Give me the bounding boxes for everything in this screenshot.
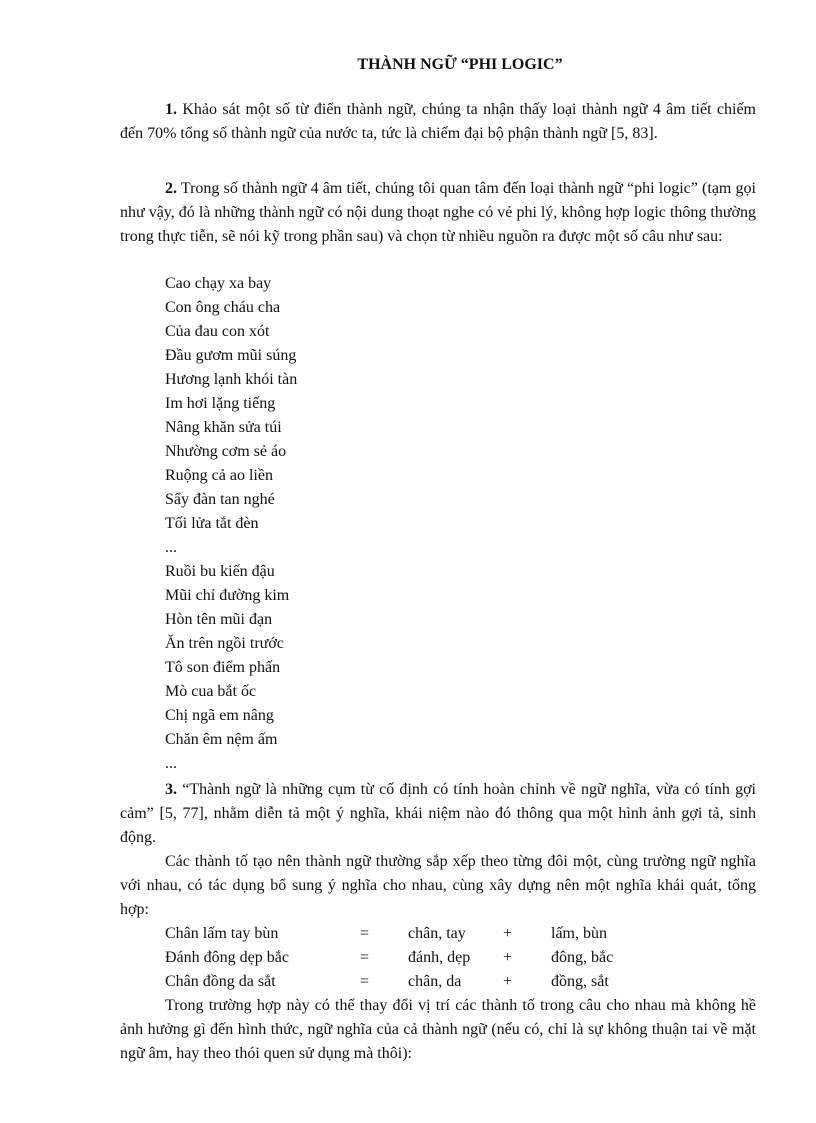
idiom-item: Nâng khăn sửa túi <box>165 419 282 436</box>
equals-sign: = <box>360 973 370 990</box>
idiom-item: Im hơi lặng tiếng <box>165 395 276 412</box>
plus-sign: + <box>503 973 513 990</box>
equation-part-a: đánh, dẹp <box>408 949 471 966</box>
equation-part-b: đông, bắc <box>551 949 614 966</box>
idiom-item: Nhường cơm sẻ áo <box>165 443 287 460</box>
equation-part-b: lấm, bùn <box>551 925 607 942</box>
idiom-item: Đầu gươm mũi súng <box>165 347 297 364</box>
idiom-item: Của đau con xót <box>165 323 270 340</box>
paragraph-2 <box>120 177 756 249</box>
section-number-3: 3. <box>165 781 177 798</box>
paragraph-5: Trong trường hợp này có thể thay đổi vị trí các thành tố trong câu cho nhau mà không hề ảnh hưởng gì đến hình thức, ngữ nghĩa của cả thành ngữ (nếu có, chỉ là sự không thuận tai về mặt ngữ âm, hay theo thói quen sử dụng mà thôi): <box>120 997 756 1062</box>
paragraph-1-text: Khảo sát một số từ điển thành ngữ, chúng ta nhận thấy loại thành ngữ 4 âm tiết chiếm đến 70% tổng số thành ngữ của nước ta, tức là chiếm đại bộ phận thành ngữ [5, 83]. <box>120 101 756 142</box>
idiom-item: Mũi chỉ đường kim <box>165 587 290 604</box>
idiom-item: Tô son điểm phấn <box>165 659 281 676</box>
equation-row <box>165 922 765 946</box>
idiom-equation-table <box>165 922 765 994</box>
equals-sign: = <box>360 949 370 966</box>
idiom-item: Ruộng cả ao liền <box>165 467 273 484</box>
equation-part-b: đồng, sắt <box>551 973 609 990</box>
ellipsis: ... <box>165 755 177 772</box>
paragraph-2-text: Trong số thành ngữ 4 âm tiết, chúng tôi quan tâm đến loại thành ngữ “phi logic” (tạm gọi như vậy, đó là những thành ngữ có nội dung thoạt nghe có vẻ phi lý, không hợp logic thông thường trong thực tiễn, sẽ nói kỹ trong phần sau) và chọn từ nhiều nguồn ra được một số câu như sau: <box>120 180 756 245</box>
plus-sign: + <box>503 925 513 942</box>
paragraph-4: Các thành tố tạo nên thành ngữ thường sắp xếp theo từng đôi một, cùng trường ngữ nghĩa với nhau, có tác dụng bổ sung ý nghĩa cho nhau, cùng xây dựng nên một nghĩa khái quát, tổng hợp: <box>120 853 756 918</box>
equation-idiom: Chân lấm tay bùn <box>165 925 279 942</box>
idiom-item: Cao chạy xa bay <box>165 275 272 292</box>
equation-idiom: Chân đồng da sắt <box>165 973 276 990</box>
idiom-item: Hương lạnh khói tàn <box>165 371 298 388</box>
idiom-list <box>165 272 297 776</box>
equation-idiom: Đánh đông dẹp bắc <box>165 949 289 966</box>
section-number-2: 2. <box>165 180 177 197</box>
idiom-item: Tối lửa tắt đèn <box>165 515 259 532</box>
equation-row <box>165 970 765 994</box>
idiom-item: Hòn tên mũi đạn <box>165 611 273 628</box>
idiom-item: Ăn trên ngồi trước <box>165 635 284 652</box>
page-title: THÀNH NGỮ “PHI LOGIC” <box>357 56 563 73</box>
plus-sign: + <box>503 949 513 966</box>
equation-row <box>165 946 765 970</box>
paragraph-3 <box>120 778 756 850</box>
equals-sign: = <box>360 925 370 942</box>
paragraph-1 <box>120 98 756 146</box>
paragraph-3-text: “Thành ngữ là những cụm từ cố định có tính hoàn chỉnh về ngữ nghĩa, vừa có tính gợi cảm” [5, 77], nhằm diễn tả một ý nghĩa, khái niệm nào đó thông qua một hình ảnh gợi tả, sinh động. <box>120 781 756 846</box>
equation-part-a: chân, tay <box>408 925 466 942</box>
idiom-item: Ruồi bu kiến đậu <box>165 563 275 580</box>
equation-part-a: chân, da <box>408 973 462 990</box>
idiom-item: Chị ngã em nâng <box>165 707 274 724</box>
idiom-item: Con ông cháu cha <box>165 299 281 316</box>
idiom-item: Chăn êm nệm ấm <box>165 731 278 748</box>
ellipsis: ... <box>165 539 177 556</box>
idiom-item: Sẩy đàn tan nghé <box>165 491 275 508</box>
idiom-item: Mò cua bắt ốc <box>165 683 257 700</box>
section-number-1: 1. <box>165 101 177 118</box>
